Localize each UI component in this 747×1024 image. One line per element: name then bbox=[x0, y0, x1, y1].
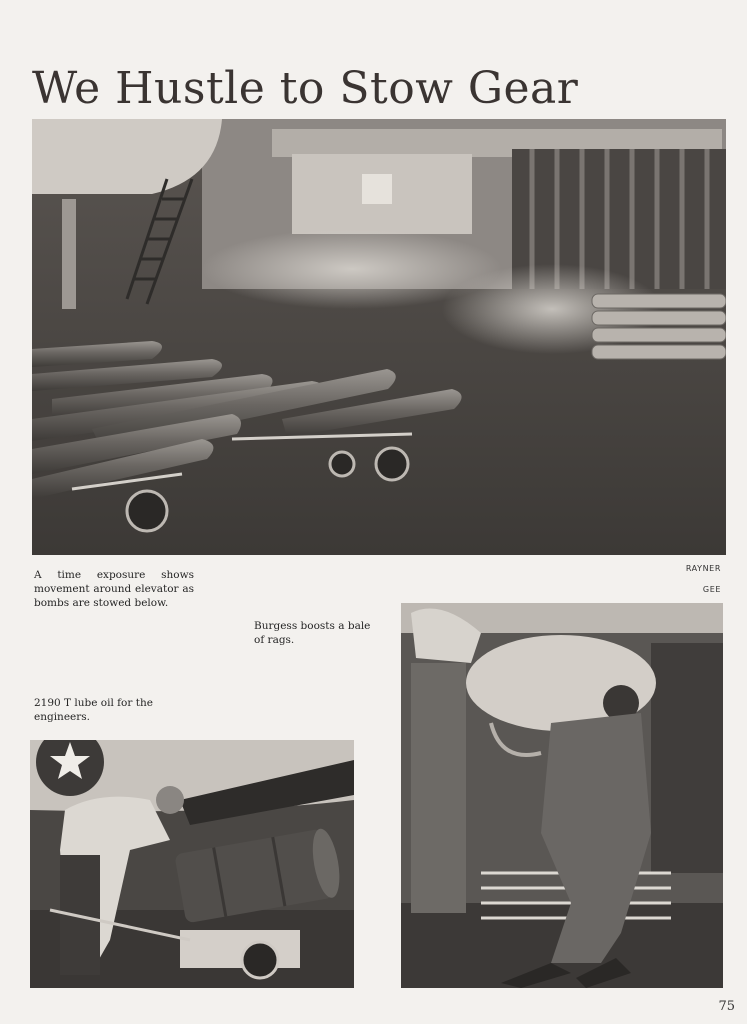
page-number: 75 bbox=[718, 999, 735, 1014]
caption-bombs: A time exposure shows movement around elevator as bombs are stowed below. bbox=[34, 569, 194, 609]
page-title: We Hustle to Stow Gear bbox=[32, 63, 579, 115]
photo-bale-rags bbox=[401, 603, 723, 988]
caption-oil: 2190 T lube oil for the engineers. bbox=[34, 697, 153, 723]
photo-bombs-elevator bbox=[32, 119, 726, 555]
photo-credit-1: RAYNER bbox=[685, 564, 721, 573]
photo-lube-oil bbox=[30, 740, 354, 988]
caption-bale: Burgess boosts a bale of rags. bbox=[254, 620, 371, 646]
photo-credit-2: GEE bbox=[702, 585, 721, 594]
